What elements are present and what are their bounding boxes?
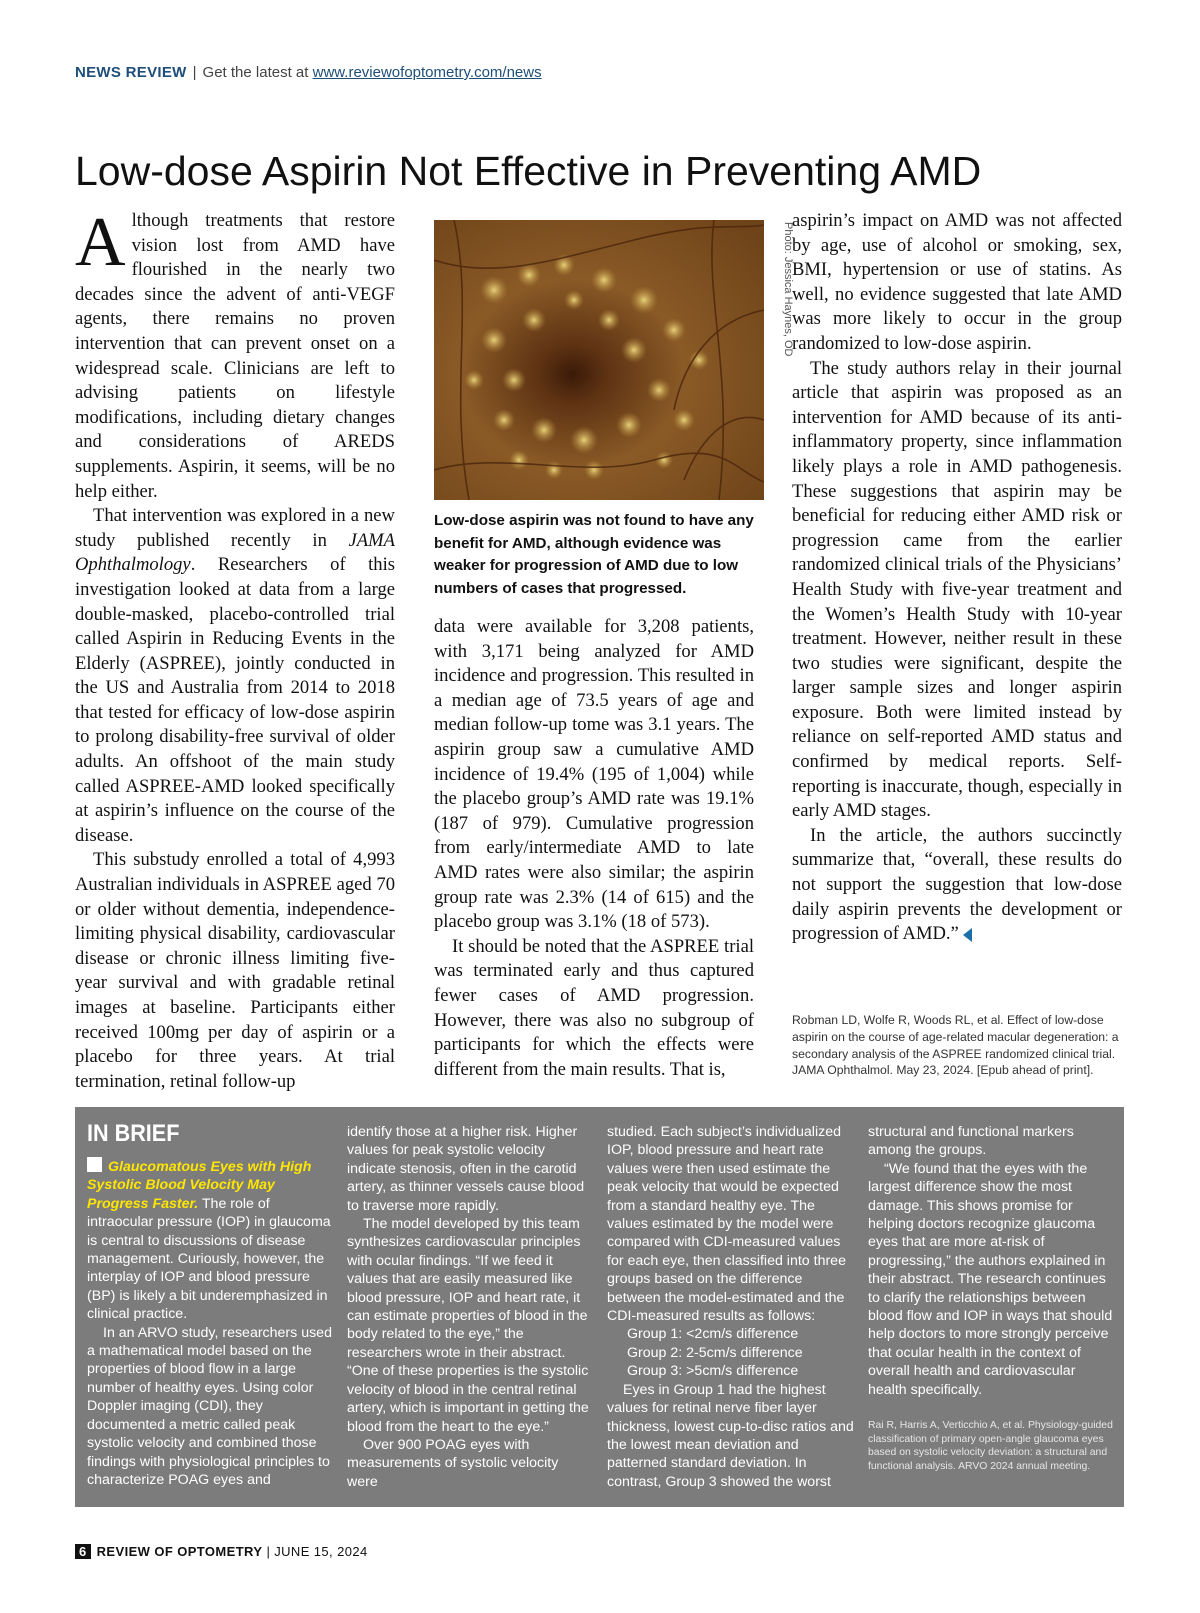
article-title: Low-dose Aspirin Not Effective in Preventing AMD: [75, 148, 982, 194]
brief-column-1: [87, 1117, 332, 1489]
issue-date: JUNE 15, 2024: [274, 1544, 368, 1559]
paragraph-study: [75, 504, 395, 848]
paragraph-termination: It should be noted that the ASPREE trial was terminated early and thus captured fewer cases of AMD progression. However, there was also no subgroup of participants for which the effects were different from the main results. That is,: [434, 935, 754, 1080]
group-3-item: Group 3: >5cm/s difference: [627, 1363, 799, 1380]
brief-paragraph: The model developed by this team synthesizes cardiovascular principles with ocular findings. “If we feed it values that are easily measured like blood pressure, IOP and heart rate, it can estimate properties of blood in the body related to the eye,” the researchers wrote in their abstract. “One of these properties is the systolic velocity of blood in the central retinal artery, which is important in getting the blood from the heart to the eye.”: [347, 1216, 589, 1435]
brief-paragraph: “We found that the eyes with the largest difference show the most damage. This shows promise for helping doctors recognize glaucoma eyes that are more at-risk of progressing,” the authors explained in their abstract. The research continues to clarify the relationships between blood flow and IOP in ways that should help doctors to more strongly perceive that ocular health in the context of overall health and cardiovascular health specifically.: [868, 1160, 1113, 1398]
group-2-item: Group 2: 2-5cm/s difference: [627, 1344, 803, 1361]
footer-separator: |: [266, 1544, 271, 1559]
header-tagline: Get the latest at: [202, 64, 309, 81]
brief-paragraph: In an ARVO study, researchers used a mathematical model based on the properties of blood flow in a large number of healthy eyes. Using color Doppler imaging (CDI), they documented a metric called peak systolic velocity and combined those findings with physiological principles to characterize POAG eyes and: [87, 1324, 332, 1488]
page-number: 6: [75, 1544, 91, 1559]
brief-intro-text: The role of intraocular pressure (IOP) in glaucoma is central to discussions of disease management. Curiously, however, the interplay of IOP and blood pressure (BP) is likely a bit underemphasized in clinical practice.: [87, 1195, 331, 1323]
section-label: NEWS REVIEW: [75, 64, 187, 81]
fundus-image: [434, 220, 764, 500]
article-column-2: [434, 615, 754, 1082]
paragraph-results: data were available for 3,208 patients, with 3,171 being analyzed for AMD incidence and progression. This resulted in a median age of 73.5 years of age and median follow-up tome was 3.1 years. The aspirin group saw a cumulative AMD incidence of 19.4% (195 of 1,004) while the placebo group’s AMD rate was 19.1% (187 of 979). Cumulative progression from early/intermediate AMD to late AMD rates were also similar; the aspirin group rate was 2.3% (14 of 615) and the placebo group was 3.1% (18 of 573).: [434, 616, 754, 933]
brief-column-4: [868, 1123, 1113, 1473]
group-1-item: Group 1: <2cm/s difference: [627, 1326, 799, 1343]
brief-column-2: [347, 1123, 592, 1491]
paragraph-conclusion: [792, 824, 1122, 947]
page-footer: [75, 1544, 368, 1559]
brief-column-3: [607, 1123, 857, 1491]
brief-paragraph: Over 900 POAG eyes with measurements of systolic velocity were: [347, 1436, 559, 1490]
page-header: [75, 64, 542, 81]
news-link[interactable]: www.reviewofoptometry.com/news: [312, 64, 542, 81]
retina-photo: [434, 220, 764, 500]
end-mark-icon: [963, 928, 972, 942]
drop-cap: A: [75, 204, 126, 281]
header-separator: |: [192, 64, 197, 81]
paragraph-intro-text: lthough treatments that restore vision lost from AMD have flourished in the nearly two decades since the advent of anti-VEGF agents, there remains no proven intervention that can prevent onset on a widespread scale. Clinicians are left to advising patients on lifestyle modifications, including dietary changes and considerations of AREDS supplements. Aspirin, it seems, will be no help either.: [75, 210, 395, 502]
brief-paragraph: identify those at a higher risk. Higher values for peak systolic velocity indicate stenosis, often in the carotid artery, as thinner vessels cause blood to traverse more rapidly.: [347, 1124, 585, 1214]
paragraph-study-text-a: That intervention was explored in a new study published recently in: [75, 505, 395, 551]
paragraph-substudy: This substudy enrolled a total of 4,993 Australian individuals in ASPREE aged 70 or older without dementia, independence-limiting physical disability, cardiovascular disease or chronic illness limiting five-year survival and with gradable retinal images at baseline. Participants either received 100mg per day of aspirin or a placebo for three years. At trial termination, retinal follow-up: [75, 849, 395, 1092]
magazine-name: REVIEW OF OPTOMETRY: [96, 1544, 263, 1559]
paragraph-intro: [75, 204, 395, 504]
brief-paragraph: studied. Each subject’s individualized IOP, blood pressure and heart rate values were then used estimate the peak velocity that would be expected from a standard healthy eye. The values estimated by the model were compared with CDI-measured values for each eye, then classified into three groups based on the difference between the model-estimated and the CDI-measured results as follows:: [607, 1124, 846, 1325]
paragraph-study-text-b: . Researchers of this investigation looked at data from a large double-masked, placebo-controlled trial called Aspirin in Reducing Events in the Elderly (ASPREE), jointly conducted in the US and Australia from 2014 to 2018 that tested for efficacy of low-dose aspirin to prolong disability-free survival of older adults. An offshoot of the main study called ASPREE-AMD looked specifically at aspirin’s influence on the course of the disease.: [75, 554, 395, 846]
brief-reference: Rai R, Harris A, Verticchio A, et al. Physiology-guided classification of primary open-angle glaucoma eyes based on systolic velocity deviation: a structural and functional analysis. ARVO 2024 annual meeting.: [868, 1420, 1113, 1472]
paragraph-conclusion-text: In the article, the authors succinctly summarize that, “overall, these results do not support the suggestion that low-dose daily aspirin prevents the development or progression of AMD.”: [792, 824, 1122, 945]
photo-caption: Low-dose aspirin was not found to have any benefit for AMD, although evidence was weaker for progression of AMD due to low numbers of cases that progressed.: [434, 512, 754, 597]
brief-paragraph: structural and functional markers among the groups.: [868, 1124, 1074, 1159]
square-bullet-icon: [87, 1157, 102, 1172]
article-column-1: [75, 204, 395, 1094]
brief-label: IN BRIEF: [87, 1120, 180, 1147]
brief-headline: Glaucomatous Eyes with High Systolic Blood Velocity May Progress Faster.: [87, 1159, 312, 1212]
in-brief-panel: [75, 1107, 1124, 1507]
article-reference: Robman LD, Wolfe R, Woods RL, et al. Effect of low-dose aspirin on the course of age-related macular degeneration: a secondary analysis of the ASPREE randomized clinical trial. JAMA Ophthalmol. May 23, 2024. [Epub ahead of print].: [792, 1013, 1119, 1078]
paragraph-subgroups: aspirin’s impact on AMD was not affected by age, use of alcohol or smoking, sex, BMI, hypertension or use of statins. As well, no evidence suggested that late AMD was more likely to occur in the group randomized to low-dose aspirin.: [792, 210, 1122, 354]
journal-name: JAMA Ophthalmology: [75, 529, 395, 576]
brief-paragraph: Eyes in Group 1 had the highest values for retinal nerve fiber layer thickness, lowest cup-to-disc ratios and the lowest mean deviation and patterned standard deviation. In contrast, Group 3 showed the worst: [607, 1381, 854, 1490]
paragraph-rationale: The study authors relay in their journal article that aspirin was proposed as an intervention for AMD because of its anti-inflammatory property, since inflammation likely plays a role in AMD pathogenesis. These suggestions that aspirin may be beneficial for reducing either AMD risk or progression came from the earlier randomized clinical trials of the Physicians’ Health Study with five-year treatment and the Women’s Health Study with 10-year treatment. However, neither result in these two studies were significant, despite the larger sample sizes and longer aspirin exposure. Both were limited instead by reliance on self-reported AMD status and confirmed by medical reports. Self-reporting is inaccurate, though, especially in early AMD stages.: [792, 357, 1122, 822]
photo-credit: Photo: Jessica Haynes, OD: [782, 222, 794, 357]
article-column-3: [792, 209, 1122, 947]
brief-intro: [87, 1157, 332, 1324]
